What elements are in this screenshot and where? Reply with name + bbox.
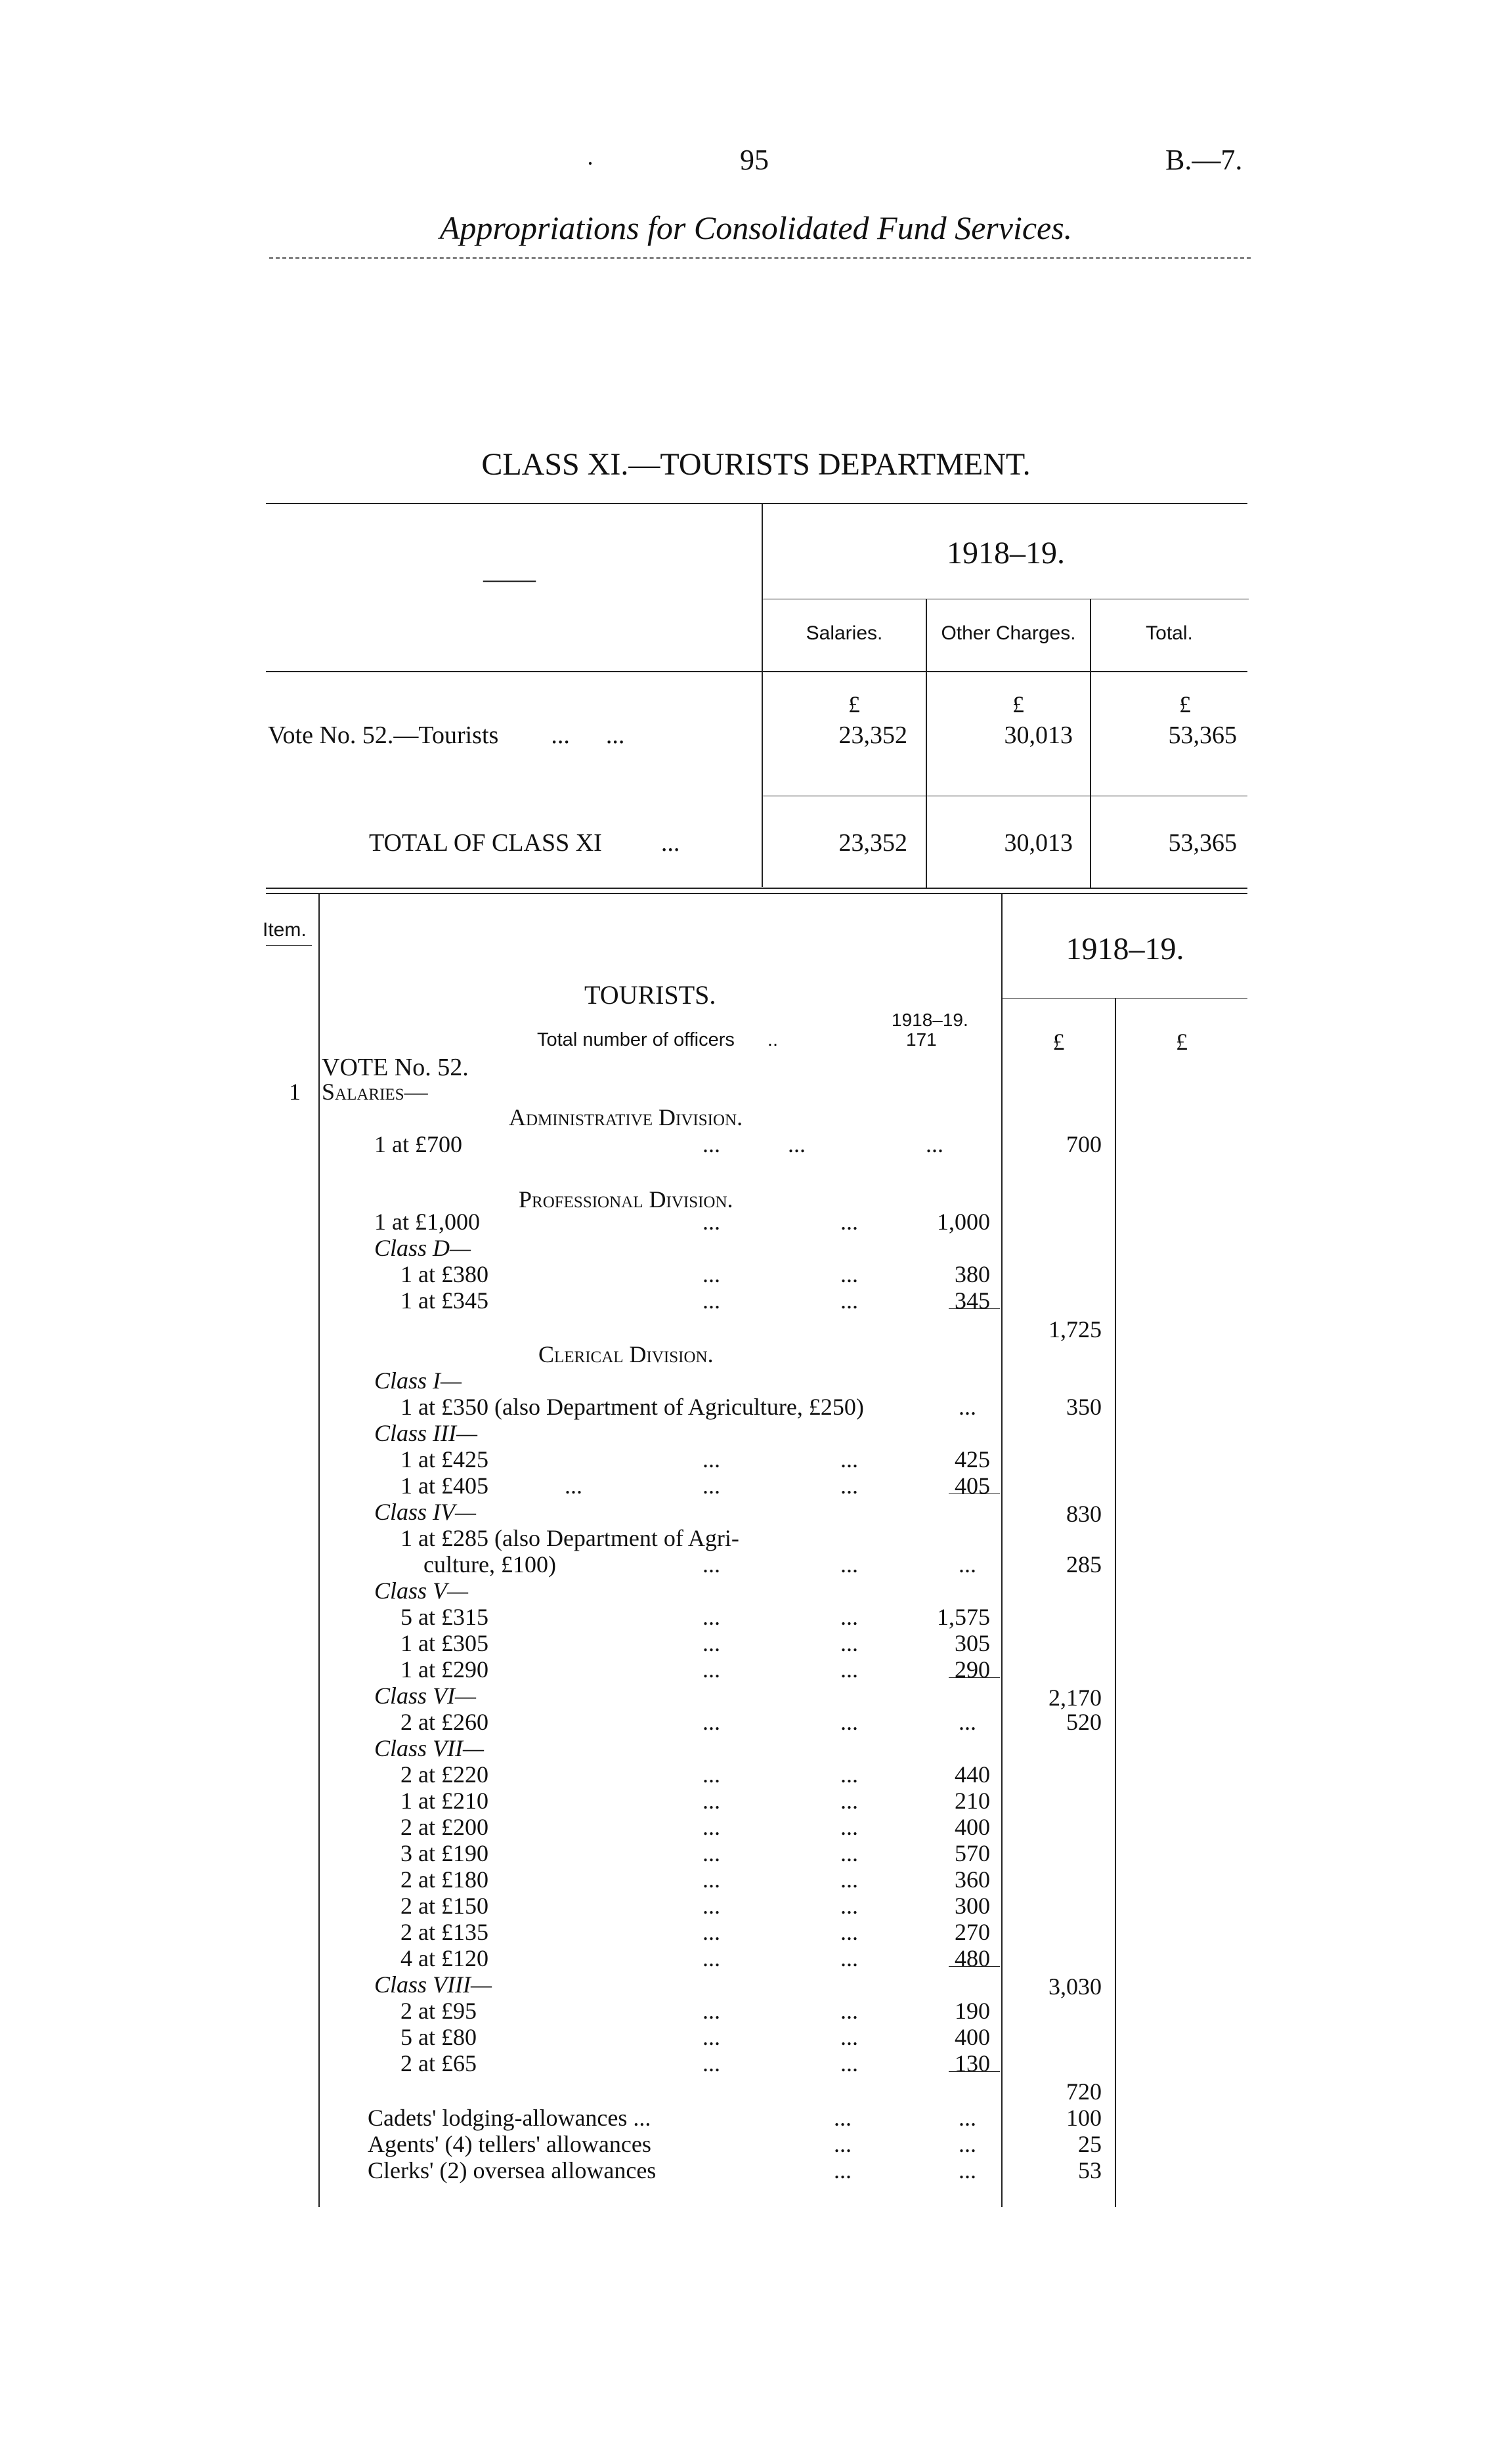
leader-dots: ... [702, 1131, 720, 1157]
summary-bottom-rule-1 [266, 888, 1247, 889]
line-item-label: 1 at £290 [400, 1656, 488, 1683]
line-item-label: Clerks' (2) oversea allowances [368, 2157, 657, 2183]
vote-label: Vote No. 52.—Tourists ... ... [268, 721, 625, 749]
leader-dots: ... [840, 1709, 858, 1735]
detail-currency-col2: £ [1176, 1029, 1188, 1055]
leader-dots: ... [959, 1709, 976, 1735]
amount-column-1: 1,000 [937, 1209, 990, 1235]
amount-column-2: 100 [1066, 2105, 1102, 2131]
detail-year-header: 1918–19. [1066, 932, 1184, 966]
amount-column-1: 400 [955, 2024, 990, 2050]
subtotal-rule [949, 1308, 1000, 1309]
amount-column-2: 1,725 [1048, 1316, 1102, 1343]
total-class-label: TOTAL OF CLASS XI ... [369, 829, 680, 857]
line-item-label: 2 at £135 [400, 1919, 488, 1945]
column-header-other-charges: Other Charges. [941, 622, 1076, 644]
class-label: Class D— [374, 1235, 471, 1261]
line-item-label: 3 at £190 [400, 1840, 488, 1866]
leader-dots: ... [565, 1472, 582, 1499]
leader-dots: ... [840, 1761, 858, 1788]
leader-dots: ... [702, 1998, 720, 2024]
corner-dash: —— [483, 564, 536, 593]
page-title: Appropriations for Consolidated Fund Services. [439, 209, 1073, 246]
amount-column-1: 425 [955, 1446, 990, 1472]
leader-dots: ... [840, 1209, 858, 1235]
page-number: 95 [740, 144, 769, 176]
vote-other-charges-value: 30,013 [1004, 721, 1073, 749]
leader-dots: ... [840, 1919, 858, 1945]
leader-dots: ... [702, 1788, 720, 1814]
title-rule [269, 257, 1251, 259]
amount-column-1: 1,575 [937, 1604, 990, 1630]
amount-column-1: 305 [955, 1630, 990, 1656]
amount-column-1: 570 [955, 1840, 990, 1866]
officers-label: Total number of officers .. [537, 1029, 779, 1050]
leader-dots: ... [959, 1394, 976, 1420]
line-item-label: 2 at £220 [400, 1761, 488, 1788]
total-salaries-value: 23,352 [838, 829, 907, 857]
leader-dots: ... [840, 1261, 858, 1287]
leader-dots: ... [834, 2105, 852, 2131]
amount-column-1: 270 [955, 1919, 990, 1945]
vote-salaries-value: 23,352 [838, 721, 907, 749]
line-item-label: 5 at £80 [400, 2024, 477, 2050]
leader-dots: ... [702, 1866, 720, 1893]
class-label: Class VIII— [374, 1971, 492, 1998]
amount-column-1: 290 [955, 1656, 990, 1683]
amount-column-2: 520 [1066, 1709, 1102, 1735]
detail-item-column-rule [318, 894, 320, 2207]
leader-dots: ... [959, 2157, 976, 2183]
line-item-label: 1 at £425 [400, 1446, 488, 1472]
summary-year: 1918–19. [947, 536, 1065, 570]
leader-dots: ... [959, 1551, 976, 1578]
leader-dots: ... [702, 1945, 720, 1971]
leader-dots: ... [840, 2050, 858, 2076]
leader-dots: ... [959, 2105, 976, 2131]
leader-dots: ... [702, 1604, 720, 1630]
summary-bottom-rule-2 [266, 893, 1247, 894]
line-item-label: 1 at £405 [400, 1472, 488, 1499]
leader-dots: ... [834, 2157, 852, 2183]
leader-dots: ... [840, 1998, 858, 2024]
division-heading: Clerical Division. [538, 1341, 714, 1367]
line-item-label: 2 at £65 [400, 2050, 477, 2076]
amount-column-2: 3,030 [1048, 1973, 1102, 2000]
class-label: Class V— [374, 1578, 469, 1604]
line-item-label: 1 at £285 (also Department of Agri- [400, 1525, 739, 1551]
amount-column-1: 480 [955, 1945, 990, 1971]
class-label: Class III— [374, 1420, 478, 1446]
amount-column-1: 400 [955, 1814, 990, 1840]
subtotal-rule [949, 2071, 1000, 2072]
division-heading: Professional Division. [519, 1186, 733, 1213]
detail-col2-rule [1115, 998, 1116, 2207]
summary-header-rule [266, 671, 1247, 672]
column-header-total: Total. [1146, 622, 1193, 644]
leader-dots: ... [702, 1840, 720, 1866]
line-item-label: 1 at £210 [400, 1788, 488, 1814]
officers-label-text: Total number of officers [537, 1029, 735, 1050]
subtotal-rule [949, 1677, 1000, 1678]
leader-dots: ... [840, 1472, 858, 1499]
amount-column-2: 830 [1066, 1501, 1102, 1527]
line-item-label: 1 at £305 [400, 1630, 488, 1656]
leader-dots: ... [702, 1472, 720, 1499]
leader-dots: ... [702, 2050, 720, 2076]
class-label: Class I— [374, 1367, 462, 1394]
amount-column-1: 210 [955, 1788, 990, 1814]
leader-dots: ... [702, 1814, 720, 1840]
leader-dots: ... [702, 1261, 720, 1287]
leader-dots: ... [702, 1209, 720, 1235]
salaries-heading: Salaries— [322, 1079, 428, 1105]
line-item-label: 2 at £150 [400, 1893, 488, 1919]
leader-dots: ... [834, 2131, 852, 2157]
leader-dots: ... [840, 1814, 858, 1840]
leader-dots: ... [840, 1287, 858, 1314]
leader-dots: ... [702, 1630, 720, 1656]
line-item-label: 1 at £350 (also Department of Agriculture, £250) [400, 1394, 864, 1420]
class-label: Class IV— [374, 1499, 477, 1525]
line-item-label: 1 at £700 [374, 1131, 462, 1157]
item-number: 1 [289, 1079, 301, 1105]
officers-count: 171 [906, 1029, 937, 1050]
amount-column-1: 380 [955, 1261, 990, 1287]
amount-column-2: 53 [1078, 2157, 1102, 2183]
leader-dots: ... [959, 2131, 976, 2157]
item-header: Item. [263, 919, 307, 941]
line-item-label: 1 at £345 [400, 1287, 488, 1314]
line-item-label: 4 at £120 [400, 1945, 488, 1971]
amount-column-2: 2,170 [1048, 1685, 1102, 1711]
amount-column-2: 700 [1066, 1131, 1102, 1157]
currency-salaries: £ [848, 691, 860, 718]
leader-dots: ... [840, 1630, 858, 1656]
leader-dots: ... [840, 1893, 858, 1919]
leader-dots: ... [840, 1604, 858, 1630]
tourists-heading: TOURISTS. [584, 980, 716, 1010]
subtotal-rule [949, 1966, 1000, 1967]
vote-number-label: VOTE No. 52. [322, 1054, 469, 1081]
leader-dots: ... [702, 1761, 720, 1788]
leader-dots: ... [788, 1131, 806, 1157]
class-heading: CLASS XI.—TOURISTS DEPARTMENT. [481, 447, 1031, 482]
leader-dots: ... [840, 1840, 858, 1866]
total-total-value: 53,365 [1168, 829, 1237, 857]
total-class-label-text: TOTAL OF CLASS XI [369, 829, 602, 857]
line-item-label: Cadets' lodging-allowances ... [368, 2105, 651, 2131]
total-other-charges-value: 30,013 [1004, 829, 1073, 857]
line-item-label: 5 at £315 [400, 1604, 488, 1630]
amount-column-2: 720 [1066, 2078, 1102, 2105]
amount-column-1: 190 [955, 1998, 990, 2024]
amount-column-1: 345 [955, 1287, 990, 1314]
amount-column-2: 285 [1066, 1551, 1102, 1578]
leader-dots: ... [926, 1131, 943, 1157]
page-header-dot: · [586, 150, 594, 177]
line-item-label: 1 at £1,000 [374, 1209, 480, 1235]
line-item-label: 2 at £180 [400, 1866, 488, 1893]
vote-label-text: Vote No. 52.—Tourists [268, 721, 499, 749]
leader-dots: ... [702, 2024, 720, 2050]
amount-column-1: 440 [955, 1761, 990, 1788]
amount-column-1: 130 [955, 2050, 990, 2076]
leader-dots: ... [702, 1446, 720, 1472]
leader-dots: ... [702, 1709, 720, 1735]
amount-column-2: 350 [1066, 1394, 1102, 1420]
class-label: Class VI— [374, 1683, 477, 1709]
amount-column-1: 405 [955, 1472, 990, 1499]
leader-dots: ... [702, 1919, 720, 1945]
column-header-salaries: Salaries. [806, 622, 883, 644]
leader-dots: ... [840, 1656, 858, 1683]
leader-dots: ... [840, 1866, 858, 1893]
vote-total-value: 53,365 [1168, 721, 1237, 749]
detail-col1-rule [1001, 894, 1003, 2207]
summary-top-rule [266, 503, 1247, 504]
line-item-label: 1 at £380 [400, 1261, 488, 1287]
officers-year: 1918–19. [892, 1010, 968, 1030]
leader-dots: ... [840, 2024, 858, 2050]
line-item-label: 2 at £260 [400, 1709, 488, 1735]
leader-dots: ... [840, 1945, 858, 1971]
amount-column-1: 360 [955, 1866, 990, 1893]
leader-dots: ... [702, 1893, 720, 1919]
item-underline [266, 945, 312, 946]
line-item-label: culture, £100) [423, 1551, 556, 1578]
detail-currency-col1: £ [1052, 1029, 1065, 1055]
leader-dots: ... [702, 1656, 720, 1683]
currency-total: £ [1179, 691, 1191, 718]
amount-column-2: 25 [1078, 2131, 1102, 2157]
leader-dots: ... [702, 1287, 720, 1314]
currency-other-charges: £ [1012, 691, 1024, 718]
leader-dots: ... [840, 1551, 858, 1578]
line-item-label: Agents' (4) tellers' allowances [368, 2131, 651, 2157]
class-label: Class VII— [374, 1735, 485, 1761]
leader-dots: ... [840, 1788, 858, 1814]
line-item-label: 2 at £200 [400, 1814, 488, 1840]
leader-dots: ... [702, 1551, 720, 1578]
amount-column-1: 300 [955, 1893, 990, 1919]
leader-dots: ... [840, 1446, 858, 1472]
detail-year-rule [1003, 998, 1247, 999]
division-heading: Administrative Division. [509, 1104, 743, 1130]
document-code: B.—7. [1165, 144, 1243, 176]
line-item-label: 2 at £95 [400, 1998, 477, 2024]
